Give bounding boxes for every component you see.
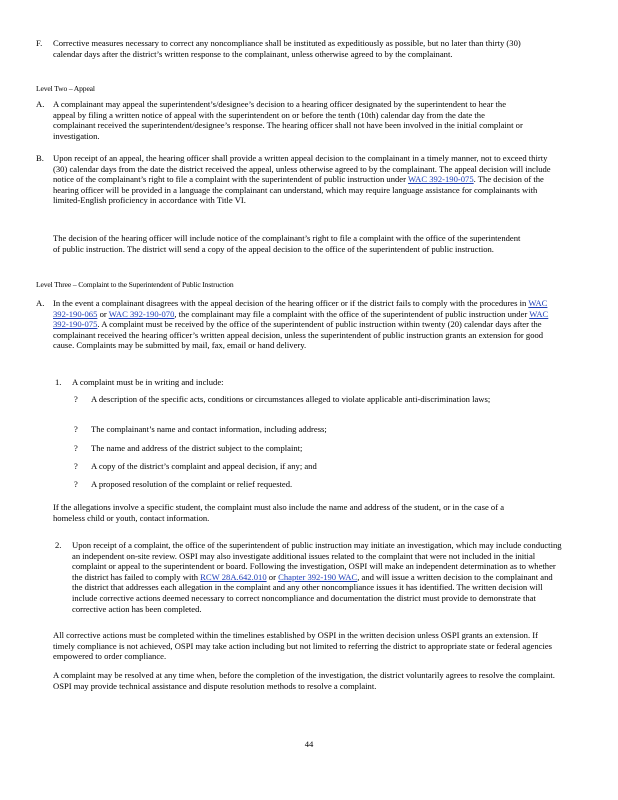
paragraph-hearing-officer-decision: Upon receipt of an appeal, the hearing officer shall provide a written appeal decision to the complainant in a timely manner, not to exceed thirty (30) calendar days from the date the district received the appeal, unless otherwise agreed to by the complainant. The appeal decision will include notice of the complainant’s right to file a complaint with the superintendent of public instruction under WAC 392-190-075. The decision of the hearing officer will be provided in a language the complainant can understand, which may require language assistance for complainants with limited-English proficiency in accordance with Title VI. [53, 153, 551, 206]
paragraph-complaint-requirements: A complaint must be in writing and include: [72, 377, 224, 387]
bullet-marker: ? [74, 394, 78, 404]
paragraph-hearing-officer-notice: The decision of the hearing officer will include notice of the complainant’s right to file a complaint with the office of the superintendent of public instruction. The district will send a copy of the appeal decision to the office of the superintendent of public instruction. [53, 233, 521, 254]
link-wac-392-190-075[interactable]: WAC 392-190-075 [407, 174, 474, 185]
link-wac-392-190-065[interactable]: WAC 392-190-065 [53, 298, 548, 319]
link-wac-392-190-075-b[interactable]: WAC 392-190-075 [53, 308, 549, 330]
list-item-district-decision-copy: A copy of the district’s complaint and appeal decision, if any; and [91, 461, 317, 471]
list-item-description: A description of the specific acts, conditions or circumstances alleged to violate applicable anti-discrimination laws; [91, 394, 491, 404]
paragraph-specific-student: If the allegations involve a specific student, the complaint must also include the name and address of the student, or in the case of a homeless child or youth, contact information. [53, 502, 505, 523]
item-label-n2: 2. [55, 540, 62, 550]
link-rcw-28a-642-010[interactable]: RCW 28A.642.010 [200, 571, 267, 582]
paragraph-voluntary-resolution: A complaint may be resolved at any time when, before the completion of the investigation, the district voluntarily agrees to resolve the complaint. OSPI may provide technical assistance and dispute resolution methods to resolve a complaint. [53, 670, 555, 691]
link-chapter-392-190-wac[interactable]: Chapter 392-190 WAC [278, 571, 358, 582]
item-label-l3a: A. [36, 298, 45, 308]
item-label-f: F. [36, 38, 43, 48]
item-label-n1: 1. [55, 377, 62, 387]
page-number: 44 [304, 739, 314, 749]
heading-level-two: Level Two – Appeal [36, 84, 95, 93]
bullet-marker: ? [74, 443, 78, 453]
list-item-proposed-resolution: A proposed resolution of the complaint or relief requested. [91, 479, 293, 489]
list-item-district-address: The name and address of the district subject to the complaint; [91, 443, 303, 453]
bullet-marker: ? [74, 461, 78, 471]
bullet-marker: ? [74, 479, 78, 489]
item-label-l2b: B. [36, 153, 44, 163]
paragraph-complaint-to-ospi: In the event a complainant disagrees with the appeal decision of the hearing officer or if the district fails to comply with the procedures in WAC 392-190-065 or WAC 392-190-070, the complainant may file a complaint with the office of the superintendent of public instruction under WAC 392-190-075. A complaint must be received by the office of the superintendent of public instruction within twenty (20) calendar days after the complainant received the hearing officer’s written appeal decision, unless the superintendent of public instruction grants an extension for good cause. Complaints may be submitted by mail, fax, email or hand delivery. [53, 298, 549, 351]
list-item-complainant-name: The complainant’s name and contact information, including address; [91, 424, 327, 434]
link-wac-392-190-070[interactable]: WAC 392-190-070 [108, 308, 175, 319]
bullet-marker: ? [74, 424, 78, 434]
paragraph-appeal-to-hearing-officer: A complainant may appeal the superintendent’s/designee’s decision to a hearing officer designated by the superintendent to hear the appeal by filing a written notice of appeal with the superintendent on or before the tenth (10th) calendar day from the date the complainant received the superintendent/designee’s response. The hearing officer shall not have been involved in the initial complaint or investigation. [53, 99, 523, 141]
paragraph-ospi-investigation: Upon receipt of a complaint, the office of the superintendent of public instruction may initiate an investigation, which may include conducting an independent on-site review. OSPI may also investigate additional issues related to the complaint that were not included in the initial complaint or appeal to the superintendent or board. Following the investigation, OSPI will make an independent determination as to whether the district has failed to comply with RCW 28A.642.010 or Chapter 392-190 WAC, and will issue a written decision to the complainant and the district that addresses each allegation in the complaint and any other noncompliance issues it has identified. The written decision will include corrective actions deemed necessary to correct noncompliance and documentation the district must provide to demonstrate that corrective action has been completed. [72, 540, 562, 614]
paragraph-corrective-actions-timeline: All corrective actions must be completed within the timelines established by OSPI in the written decision unless OSPI grants an extension. If timely compliance is not achieved, OSPI may take action including but not limited to referring the district to appropriate state or federal agencies empowered to order compliance. [53, 630, 552, 662]
heading-level-three: Level Three – Complaint to the Superintendent of Public Instruction [36, 280, 234, 289]
paragraph-corrective-measures: Corrective measures necessary to correct any noncompliance shall be instituted as expeditiously as possible, but no later than thirty (30) calendar days after the district’s written response to the complainant, unless otherwise agreed to by the complainant. [53, 38, 521, 59]
item-label-l2a: A. [36, 99, 45, 109]
